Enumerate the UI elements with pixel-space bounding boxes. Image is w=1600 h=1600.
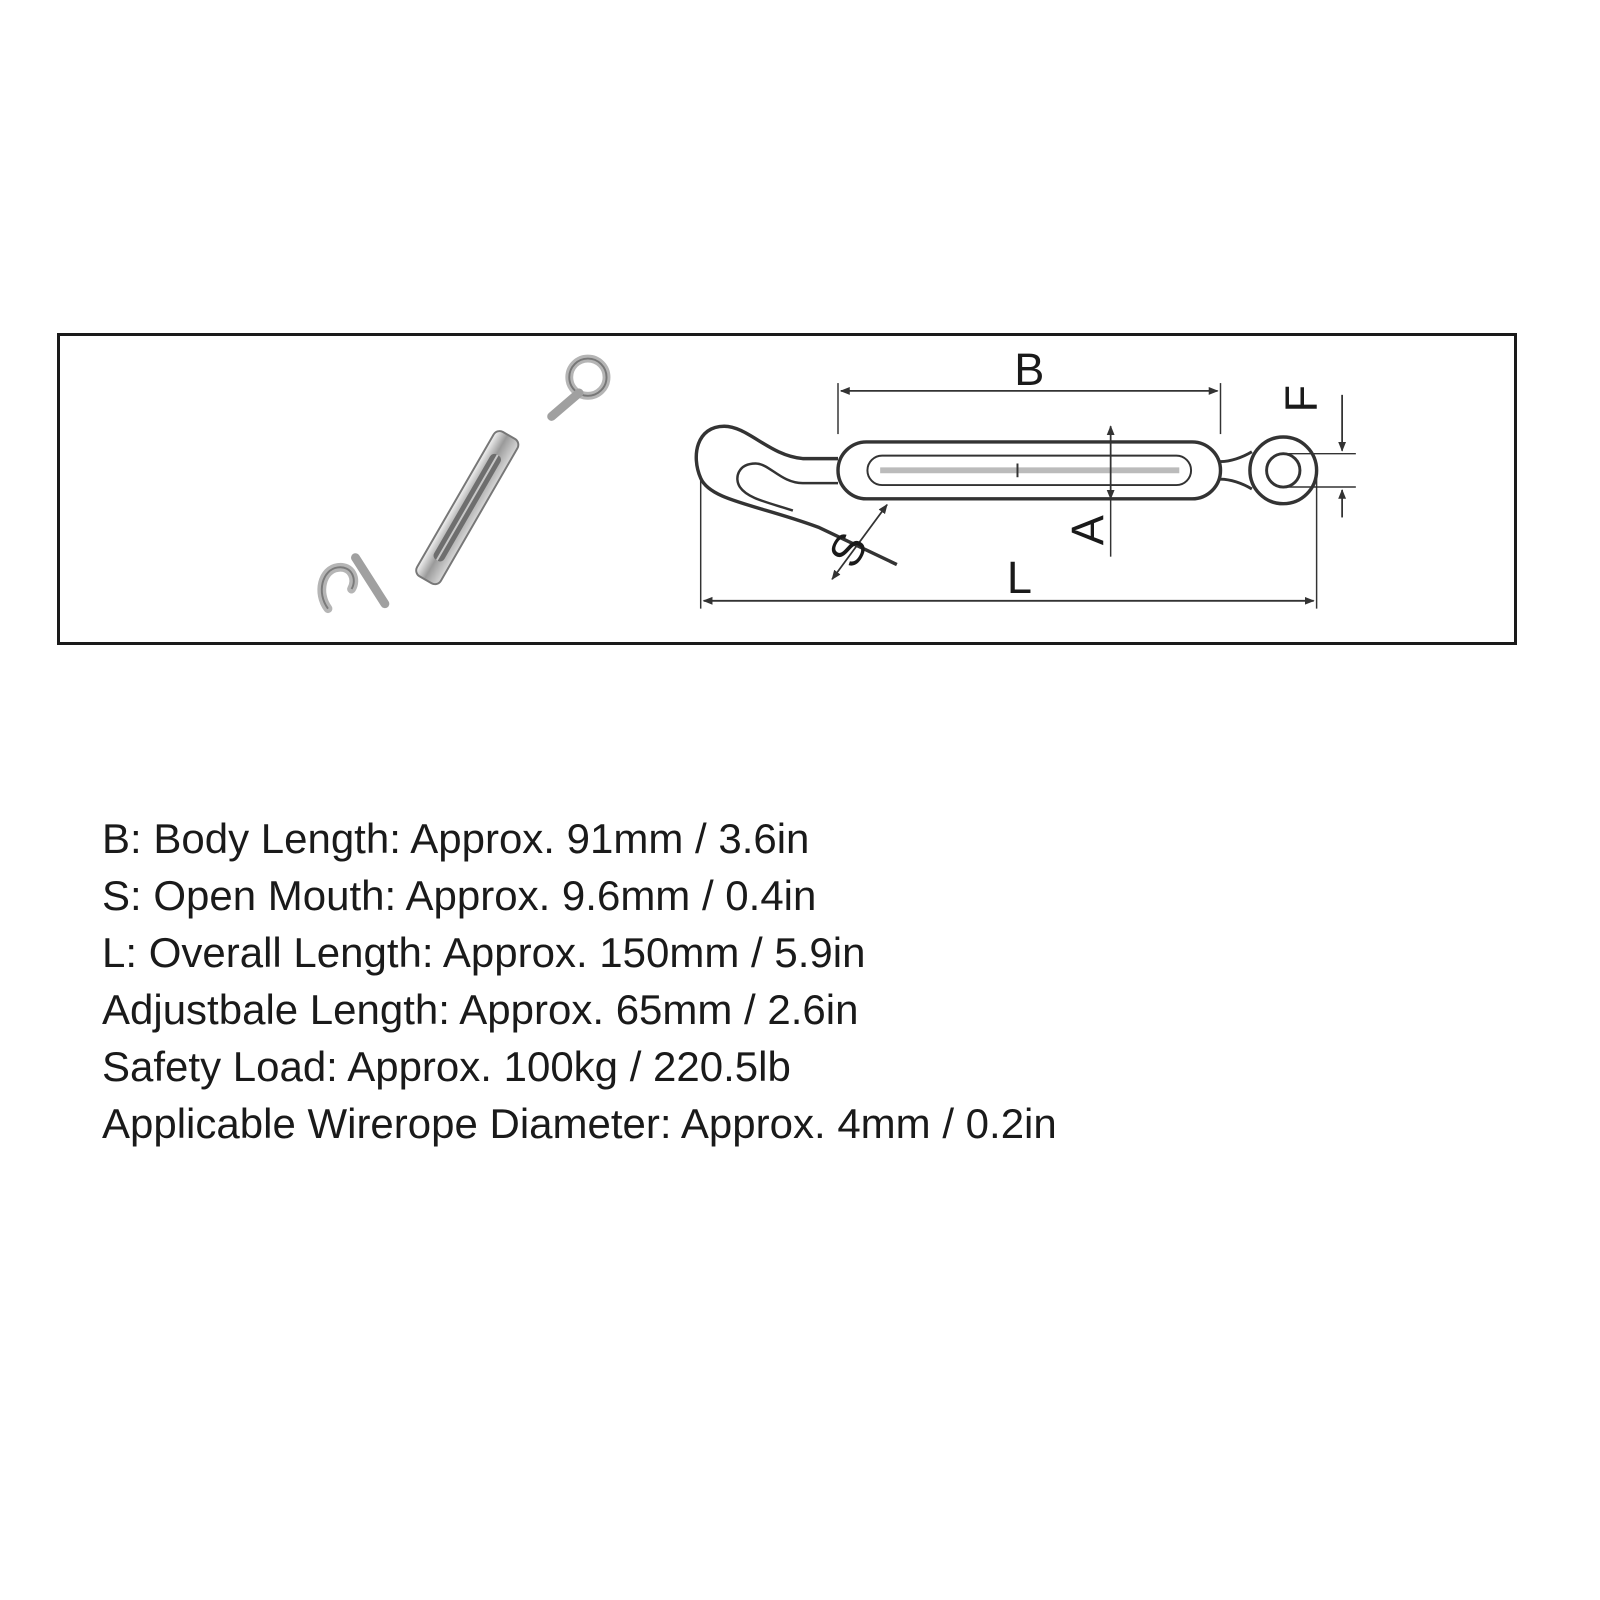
spec-wirerope-diameter: Applicable Wirerope Diameter: Approx. 4mm / 0.2in bbox=[102, 1100, 1057, 1147]
spec-adjustable-length: Adjustbale Length: Approx. 65mm / 2.6in bbox=[102, 986, 859, 1033]
spec-open-mouth: S: Open Mouth: Approx. 9.6mm / 0.4in bbox=[102, 872, 817, 919]
label-f: F bbox=[1275, 384, 1327, 413]
label-l: L bbox=[1006, 551, 1032, 603]
turnbuckle-diagram bbox=[60, 336, 1514, 642]
label-b: B bbox=[1014, 344, 1045, 396]
spec-body-length: B: Body Length: Approx. 91mm / 3.6in bbox=[102, 815, 810, 862]
turnbuckle-photo bbox=[322, 359, 607, 609]
label-a: A bbox=[1061, 515, 1113, 546]
spec-list bbox=[102, 810, 1057, 1152]
spec-overall-length: L: Overall Length: Approx. 150mm / 5.9in bbox=[102, 929, 866, 976]
label-s: S bbox=[818, 524, 878, 576]
diagram-frame bbox=[57, 333, 1517, 645]
spec-safety-load: Safety Load: Approx. 100kg / 220.5lb bbox=[102, 1043, 791, 1090]
